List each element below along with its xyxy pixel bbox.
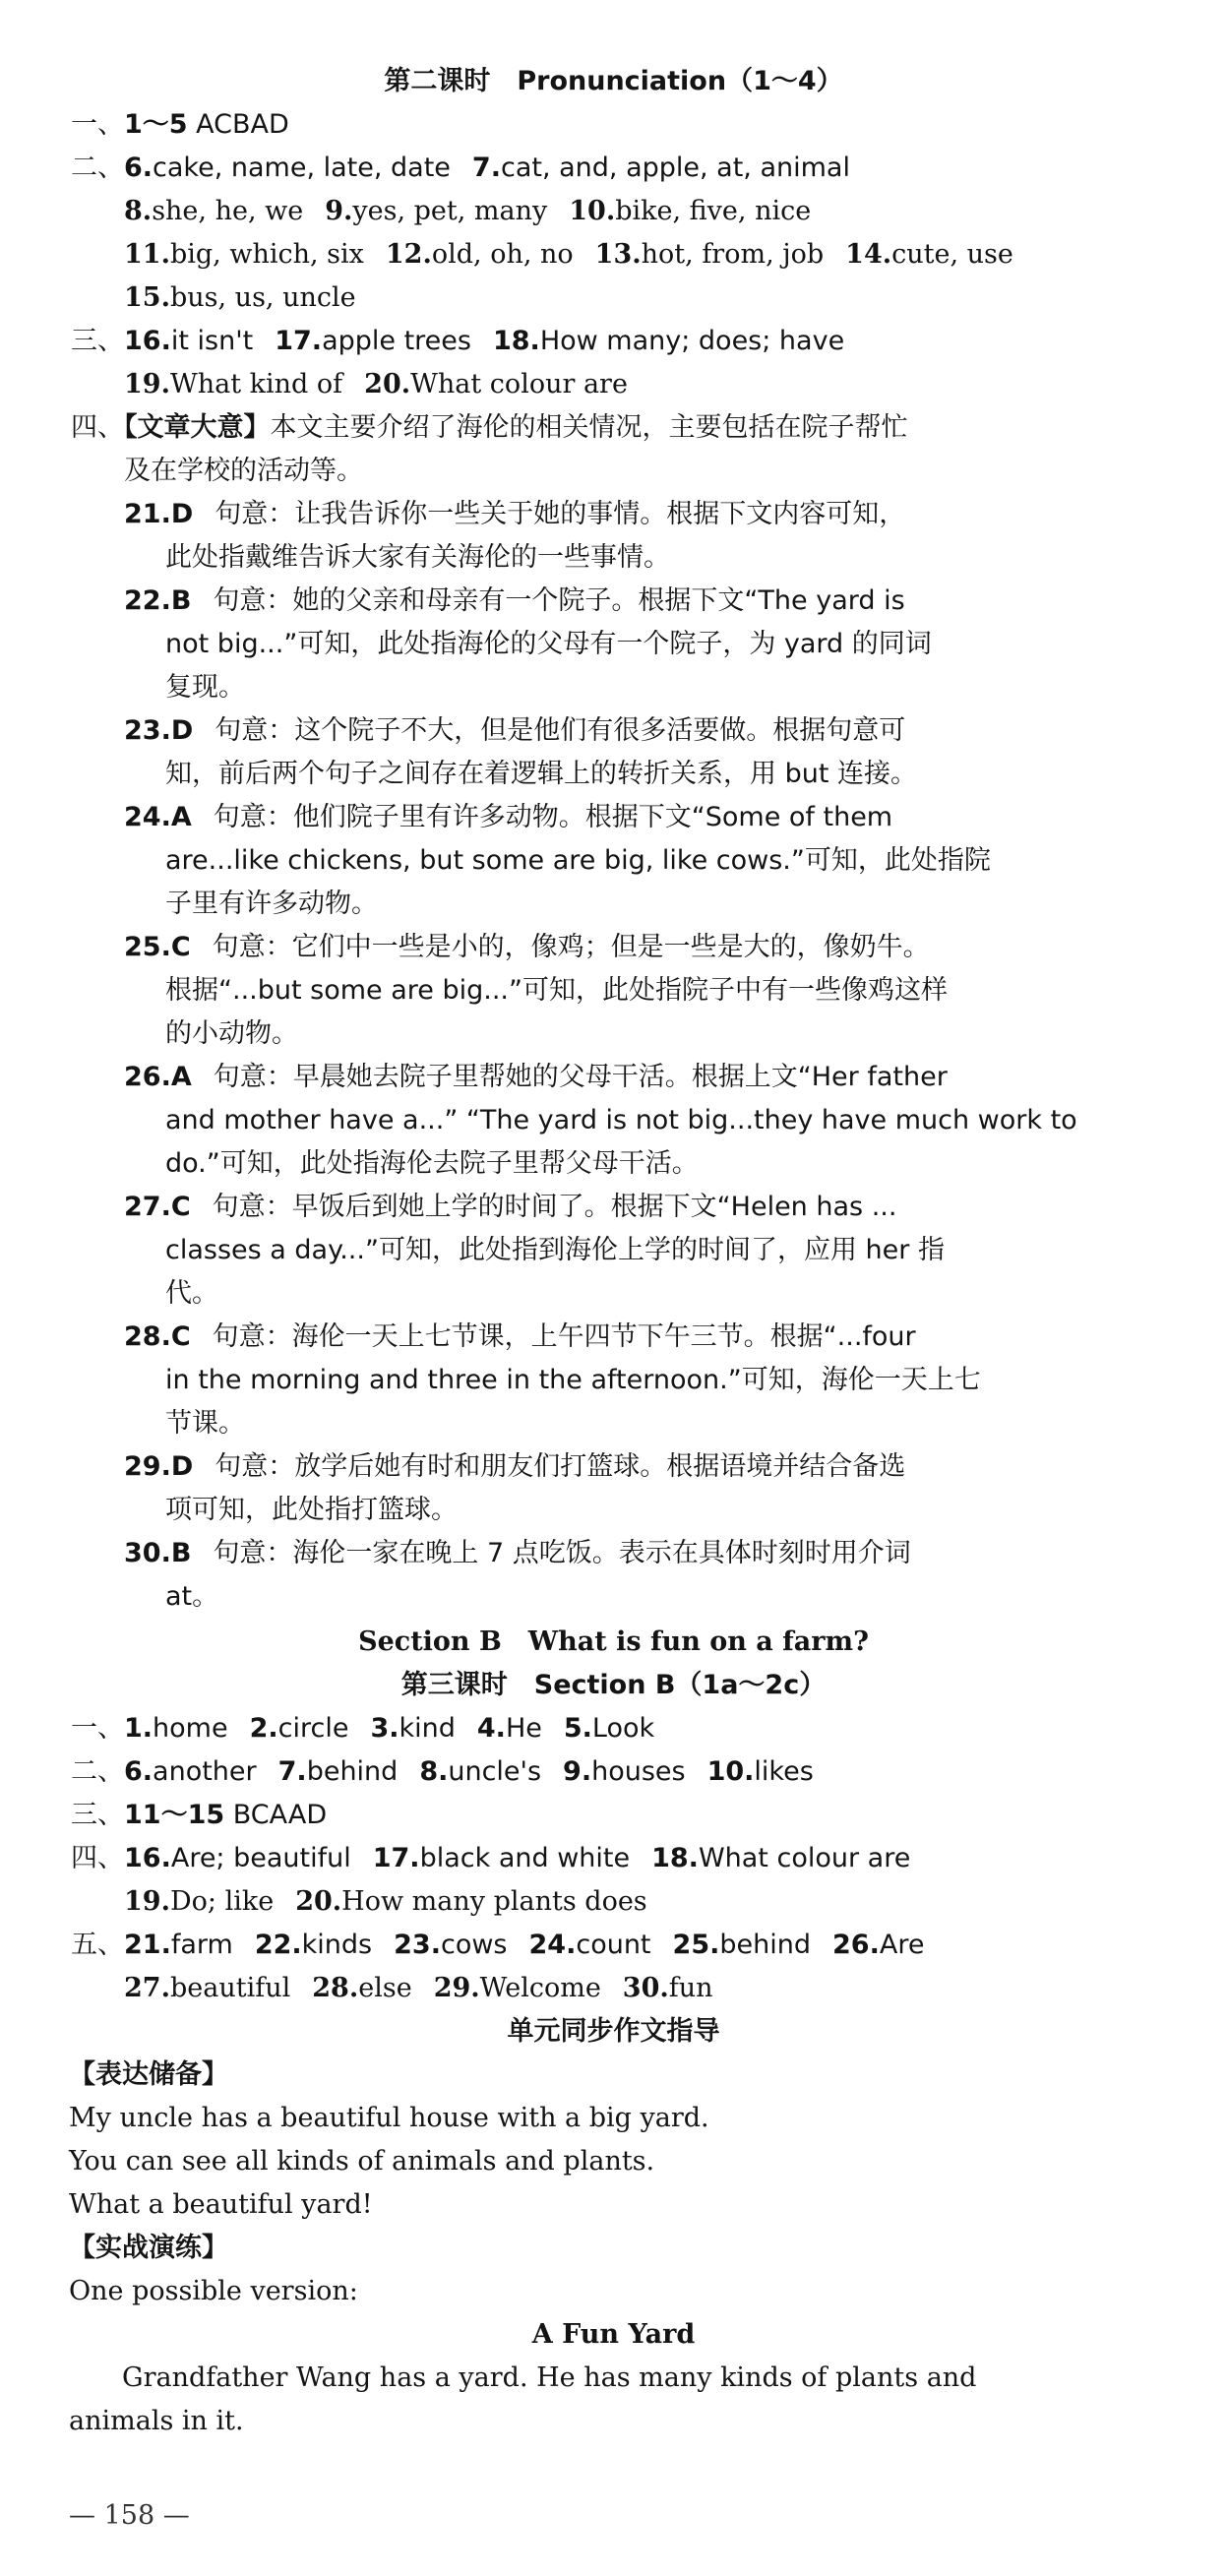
- explanation-line: 句意：海伦一天上七节课，上午四节下午三节。根据“...four: [212, 1321, 916, 1352]
- item-answer: likes: [754, 1756, 814, 1787]
- essay-line: animals in it.: [69, 2406, 244, 2436]
- prep-line: You can see all kinds of animals and plants.: [69, 2146, 655, 2177]
- item-key: D: [170, 1451, 194, 1482]
- page-number: — 158 —: [69, 2500, 190, 2531]
- item-number: 19.: [124, 369, 170, 399]
- item-key: A: [170, 802, 192, 832]
- item-answer: What colour are: [410, 369, 628, 399]
- item-number: 6.: [124, 1756, 153, 1787]
- item-number: 11.: [124, 239, 170, 270]
- item-answer: behind: [719, 1930, 811, 1960]
- item-answer: How many plants does: [341, 1886, 647, 1917]
- item-number: 18.: [492, 326, 540, 356]
- item-number: 17.: [275, 326, 323, 356]
- item-key: D: [170, 499, 194, 529]
- item-answer: old, oh, no: [431, 239, 574, 270]
- item-number: 28.: [124, 1321, 171, 1352]
- explanation-line: do.”可知，此处指海伦去院子里帮父母干活。: [165, 1148, 699, 1179]
- lesson2-part4-intro-line1: [71, 411, 908, 445]
- item-answer: count: [576, 1930, 651, 1960]
- item-answer: black and white: [419, 1843, 631, 1873]
- item-number: 8.: [124, 196, 153, 226]
- item-number: 10.: [569, 196, 616, 226]
- explanation-line: 的小动物。: [165, 1018, 298, 1049]
- explanation-line: are...like chickens, but some are big, like cows.”可知，此处指院: [165, 845, 991, 876]
- summary-text: 本文主要介绍了海伦的相关情况，主要包括在院子帮忙: [270, 412, 908, 443]
- item-number: 29.: [433, 1973, 480, 2003]
- explanation-line: 句意：早饭后到她上学的时间了。根据下文“Helen has ...: [212, 1192, 897, 1222]
- explanation-line: 知，前后两个句子之间存在着逻辑上的转折关系，用 but 连接。: [165, 759, 918, 789]
- item-number: 17.: [372, 1843, 420, 1873]
- item-number: 10.: [706, 1756, 755, 1787]
- lesson2-part2-row: [71, 152, 850, 185]
- lesson-2-title: 第二课时 Pronunciation（1～4）: [384, 66, 843, 96]
- item-answer: she, he, we: [152, 196, 304, 226]
- item-answer: kind: [399, 1713, 456, 1744]
- item-answer: kinds: [301, 1930, 373, 1960]
- lesson-3-title: 第三课时 Section B（1a～2c）: [400, 1670, 827, 1700]
- part-mark: 五、: [71, 1930, 124, 1960]
- item-answer: big, which, six: [169, 239, 364, 270]
- item-answer: Do; like: [169, 1886, 275, 1917]
- lesson2-part2-row: [124, 195, 811, 228]
- item-number: 24.: [124, 802, 171, 832]
- explanation-line: 句意：放学后她有时和朋友们打篮球。根据语境并结合备选: [215, 1451, 906, 1482]
- explanation-line: 句意：让我告诉你一些关于她的事情。根据下文内容可知，: [215, 499, 906, 529]
- item-number: 9.: [325, 196, 353, 226]
- item-answer: BCAAD: [224, 1800, 328, 1830]
- prep-label: 【表达储备】: [69, 2059, 228, 2090]
- item-number: 20.: [295, 1886, 342, 1917]
- item-number: 23.: [394, 1930, 441, 1960]
- lesson3-row: [71, 1842, 910, 1875]
- item-answer: Look: [591, 1713, 655, 1744]
- item-number: 15.: [124, 282, 170, 313]
- item-answer: it isn't: [170, 326, 254, 356]
- lesson3-row: [124, 1972, 713, 2005]
- item-number: 19.: [124, 1886, 170, 1917]
- item-answer: bike, five, nice: [615, 196, 812, 226]
- item-answer: beautiful: [169, 1973, 291, 2003]
- explanation-line: 节课。: [165, 1408, 245, 1439]
- explanation-line: 句意：这个院子不大，但是他们有很多活要做。根据句意可: [215, 715, 906, 746]
- item-number: 3.: [370, 1713, 399, 1744]
- item-number: 21.: [124, 1930, 171, 1960]
- explanation-line: 句意：海伦一家在晚上 7 点吃饭。表示在具体时刻时用介词: [213, 1538, 911, 1568]
- explanation-line: 此处指戴维告诉大家有关海伦的一些事情。: [165, 542, 670, 573]
- item-number: 1.: [124, 1713, 153, 1744]
- item-key: B: [170, 585, 192, 616]
- item-number: 22.: [254, 1930, 302, 1960]
- item-number: 11～15: [124, 1800, 225, 1830]
- writing-title: 单元同步作文指导: [507, 2016, 720, 2047]
- item-key: C: [170, 932, 191, 962]
- summary-label: 【文章大意】: [124, 412, 271, 443]
- item-answer: home: [153, 1713, 228, 1744]
- item-key: A: [170, 1062, 192, 1092]
- explanation-line: in the morning and three in the afternoon.”可知，海伦一天上七: [165, 1365, 981, 1395]
- item-answer: ACBAD: [187, 109, 289, 140]
- item-answer: yes, pet, many: [352, 196, 548, 226]
- item-answer: houses: [591, 1756, 686, 1787]
- essay-title: A Fun Yard: [531, 2319, 696, 2350]
- part-mark: 一、: [71, 1713, 124, 1744]
- item-number: 9.: [563, 1756, 592, 1787]
- item-answer: hot, from, job: [641, 239, 825, 270]
- item-answer: another: [153, 1756, 257, 1787]
- item-number: 7.: [277, 1756, 307, 1787]
- item-number: 18.: [651, 1843, 699, 1873]
- item-number: 28.: [312, 1973, 359, 2003]
- explanation-line: 句意：它们中一些是小的，像鸡；但是一些是大的，像奶牛。: [212, 932, 930, 962]
- explanation-line: 复现。: [165, 672, 245, 703]
- part-mark: 二、: [71, 1756, 124, 1787]
- explanation-line: not big...”可知，此处指海伦的父母有一个院子，为 yard 的同词: [165, 629, 932, 659]
- explanation-line: at。: [165, 1581, 219, 1612]
- part-mark: 二、: [71, 153, 124, 183]
- lesson2-part1: [71, 108, 289, 142]
- explanation-line: 句意：早晨她去院子里帮她的父母干活。根据上文“Her father: [213, 1062, 948, 1092]
- item-number: 29.: [124, 1451, 171, 1482]
- item-number: 30.: [124, 1538, 171, 1568]
- explanation-line: 句意：他们院子里有许多动物。根据下文“Some of them: [213, 802, 893, 832]
- item-answer: behind: [306, 1756, 399, 1787]
- item-key: B: [170, 1538, 192, 1568]
- item-number: 8.: [419, 1756, 449, 1787]
- part-mark: 三、: [71, 326, 124, 356]
- item-answer: else: [358, 1973, 412, 2003]
- item-answer: fun: [668, 1973, 713, 2003]
- item-number: 26.: [832, 1930, 880, 1960]
- practice-label: 【实战演练】: [69, 2233, 228, 2263]
- item-number: 16.: [124, 1843, 171, 1873]
- prep-line: My uncle has a beautiful house with a big yard.: [69, 2103, 709, 2133]
- lesson2-part2-row: [124, 238, 1013, 272]
- item-answer: apple trees: [322, 326, 471, 356]
- lesson3-row: [71, 1929, 924, 1962]
- lesson2-part3-row: [71, 325, 844, 358]
- item-number: 7.: [471, 153, 501, 183]
- item-answer: What kind of: [169, 369, 343, 399]
- item-number: 25.: [672, 1930, 720, 1960]
- lesson3-row: [124, 1885, 647, 1919]
- item-number: 21.: [124, 499, 171, 529]
- item-number: 5.: [563, 1713, 592, 1744]
- item-number: 27.: [124, 1973, 170, 2003]
- item-answer: farm: [170, 1930, 233, 1960]
- lesson3-row: [71, 1799, 327, 1832]
- item-answer: uncle's: [448, 1756, 542, 1787]
- explanation-line: 句意：她的父亲和母亲有一个院子。根据下文“The yard is: [213, 585, 905, 616]
- item-number: 20.: [364, 369, 411, 399]
- item-number: 6.: [124, 153, 153, 183]
- part-mark: 一、: [71, 109, 124, 140]
- part-mark: 三、: [71, 1800, 124, 1830]
- item-answer: How many; does; have: [539, 326, 845, 356]
- item-key: D: [170, 715, 194, 746]
- explanation-line: 项可知，此处指打篮球。: [165, 1495, 458, 1525]
- item-number: 2.: [249, 1713, 278, 1744]
- section-b-heading: Section B What is fun on a farm?: [358, 1626, 869, 1657]
- item-number: 16.: [124, 326, 171, 356]
- item-number: 12.: [385, 239, 432, 270]
- explanation-line: 根据“...but some are big...”可知，此处指院子中有一些像鸡这样: [165, 975, 948, 1006]
- item-answer: Are: [879, 1930, 925, 1960]
- explanation-line: classes a day...”可知，此处指到海伦上学的时间了，应用 her 指: [165, 1235, 945, 1265]
- item-number: 30.: [622, 1973, 669, 2003]
- item-answer: What colour are: [698, 1843, 911, 1873]
- lesson2-part3-row: [124, 368, 628, 401]
- item-answer: cute, use: [891, 239, 1013, 270]
- item-number: 22.: [124, 585, 171, 616]
- item-answer: Welcome: [479, 1973, 601, 2003]
- lesson3-row: [71, 1712, 654, 1746]
- item-answer: bus, us, uncle: [169, 282, 356, 313]
- item-key: C: [170, 1192, 191, 1222]
- item-number: 1～5: [124, 109, 188, 140]
- explanation-line: 子里有许多动物。: [165, 889, 378, 919]
- item-number: 14.: [845, 239, 892, 270]
- item-answer: cake, name, late, date: [153, 153, 451, 183]
- item-key: C: [170, 1321, 191, 1352]
- explanation-line: 代。: [165, 1278, 218, 1309]
- item-answer: circle: [277, 1713, 349, 1744]
- item-answer: He: [505, 1713, 542, 1744]
- item-number: 13.: [594, 239, 642, 270]
- explanation-line: and mother have a...” “The yard is not big...they have much work to: [165, 1105, 1077, 1135]
- item-answer: Are; beautiful: [170, 1843, 351, 1873]
- item-number: 4.: [476, 1713, 506, 1744]
- item-number: 24.: [528, 1930, 577, 1960]
- item-number: 25.: [124, 932, 171, 962]
- part-mark: 四、: [71, 1843, 124, 1873]
- lesson2-part4-intro-line2: 及在学校的活动等。: [124, 456, 363, 486]
- item-answer: cows: [440, 1930, 508, 1960]
- part-mark: 四、: [71, 412, 124, 443]
- lesson2-part2-row: [124, 281, 356, 315]
- essay-line: Grandfather Wang has a yard. He has many kinds of plants and: [122, 2362, 977, 2393]
- item-number: 26.: [124, 1062, 171, 1092]
- version-label: One possible version:: [69, 2276, 358, 2306]
- item-number: 27.: [124, 1192, 171, 1222]
- prep-line: What a beautiful yard!: [69, 2189, 373, 2220]
- lesson3-row: [71, 1755, 814, 1789]
- item-number: 23.: [124, 715, 171, 746]
- item-answer: cat, and, apple, at, animal: [500, 153, 850, 183]
